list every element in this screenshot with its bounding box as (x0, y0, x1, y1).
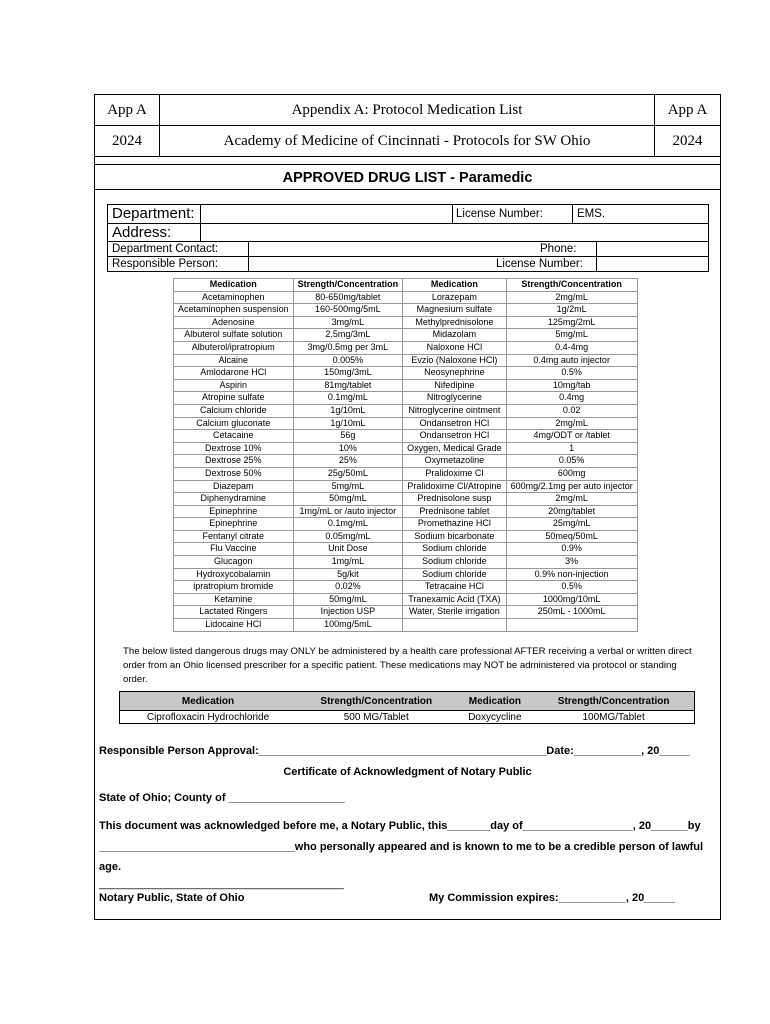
table-cell: Pralidoxime Cl/Atropine (403, 480, 507, 493)
table-cell: Acetaminophen (174, 291, 294, 304)
table-cell: 0.05% (506, 455, 637, 468)
table-cell: Albuterol sulfate solution (174, 329, 294, 342)
table-cell: Diazepam (174, 480, 294, 493)
table-cell: 0.005% (293, 354, 403, 367)
table-cell: Doxycycline (457, 711, 534, 724)
col-header: Medication (457, 692, 534, 711)
table-cell: Epinephrine (174, 505, 294, 518)
table-cell: 0.4mg auto injector (506, 354, 637, 367)
table-cell: 3mg/0.5mg per 3mL (293, 341, 403, 354)
table-cell: 0.9% non-injection (506, 568, 637, 581)
table-cell: Unit Dose (293, 543, 403, 556)
table-row (174, 417, 638, 430)
table-cell: 20mg/tablet (506, 505, 637, 518)
table-cell: Dextrose 25% (174, 455, 294, 468)
table-cell: Nifedipine (403, 379, 507, 392)
table-cell: Prednisolone susp (403, 493, 507, 506)
form-row-address (108, 224, 708, 242)
table-cell: Tetracaine HCl (403, 581, 507, 594)
address-label: Address: (112, 224, 172, 241)
table-cell: Epinephrine (174, 518, 294, 531)
table-cell: 25mg/mL (506, 518, 637, 531)
table-cell (506, 619, 637, 632)
col-header: Medication (403, 279, 507, 292)
table-row (120, 711, 695, 724)
notary-label: Notary Public, State of Ohio (99, 892, 245, 904)
approved-drug-table (173, 278, 638, 632)
table-cell: 81mg/tablet (293, 379, 403, 392)
table-cell: 0.02 (506, 404, 637, 417)
table-cell: 50mg/mL (293, 593, 403, 606)
table-cell: 50mg/mL (293, 493, 403, 506)
table-cell: Magnesium sulfate (403, 304, 507, 317)
table-cell: Methylprednisolone (403, 316, 507, 329)
table-cell: Adenosine (174, 316, 294, 329)
table-cell: Flu Vaccine (174, 543, 294, 556)
table-cell: 100mg/5mL (293, 619, 403, 632)
certificate-title: Certificate of Acknowledgment of Notary Public (283, 766, 532, 778)
table-cell: 5mg/mL (293, 480, 403, 493)
dangerous-drugs-note: The below listed dangerous drugs may ONLY be administered by a health care professional AFTER receiving a verbal or written direct order from an Ohio licensed prescriber for a specific patient. These medications may NOT be administered via protocol or standing order. (123, 646, 692, 685)
document-page (94, 94, 721, 920)
table-cell: 0.1mg/mL (293, 518, 403, 531)
table-row (174, 367, 638, 380)
table-cell: Lorazepam (403, 291, 507, 304)
table-cell: 2mg/mL (506, 291, 637, 304)
form-row-department (108, 205, 708, 224)
table-cell: Atropine sulfate (174, 392, 294, 405)
col-header: Strength/Concentration (533, 692, 694, 711)
table-cell: 3% (506, 556, 637, 569)
signature-line: ________________________________________ (99, 878, 344, 890)
table-cell: 150mg/3mL (293, 367, 403, 380)
table-cell: 1g/10mL (293, 404, 403, 417)
acknowledgment-line-2: ________________________________who personally appeared and is known to me to be a credible person of lawful (99, 841, 704, 853)
table-cell: Amlodarone HCl (174, 367, 294, 380)
table-cell: 4mg/ODT or /tablet (506, 430, 637, 443)
table-row (174, 404, 638, 417)
table-row (174, 530, 638, 543)
table-cell: 100MG/Tablet (533, 711, 694, 724)
table-cell: ipratropium bromide (174, 581, 294, 594)
table-cell: Oxymetazoline (403, 455, 507, 468)
table-cell: 1 (506, 442, 637, 455)
contact-label: Department Contact: (112, 243, 219, 255)
table-cell: Lidocaine HCl (174, 619, 294, 632)
phone-label: Phone: (540, 243, 577, 255)
license-field[interactable]: EMS. (572, 205, 713, 223)
header-subtitle: Academy of Medicine of Cincinnati - Protocols for SW Ohio (160, 126, 655, 156)
table-cell: Nitroglycerine (403, 392, 507, 405)
table-row (174, 505, 638, 518)
table-cell: 600mg/2.1mg per auto injector (506, 480, 637, 493)
department-label: Department: (112, 205, 195, 222)
table-cell: 3mg/mL (293, 316, 403, 329)
table-cell: 56g (293, 430, 403, 443)
table-row (174, 619, 638, 632)
table-cell: Tranexamic Acid (TXA) (403, 593, 507, 606)
table-cell: Fentanyl citrate (174, 530, 294, 543)
table-cell: Calcium gluconate (174, 417, 294, 430)
contact-field[interactable] (248, 242, 539, 256)
table-cell: Sodium chloride (403, 543, 507, 556)
table-cell: Nitroglycerine ointment (403, 404, 507, 417)
header-year-right: 2024 (672, 133, 703, 149)
table-cell: Naloxone HCl (403, 341, 507, 354)
table-cell: 25g/50mL (293, 467, 403, 480)
table-cell: 25% (293, 455, 403, 468)
table-row (174, 493, 638, 506)
header-year-left: 2024 (95, 126, 160, 156)
col-header: Medication (120, 692, 297, 711)
table-cell: Injection USP (293, 606, 403, 619)
table-cell: Hydroxycobalamin (174, 568, 294, 581)
table-cell: 0.05mg/mL (293, 530, 403, 543)
table-row (174, 556, 638, 569)
form-row-responsible (108, 257, 708, 271)
drug-table-header (174, 279, 638, 292)
table-cell: 0.4mg (506, 392, 637, 405)
table-cell: 1000mg/10mL (506, 593, 637, 606)
table-cell: 125mg/2mL (506, 316, 637, 329)
table-cell: Calcium chloride (174, 404, 294, 417)
table-cell: 0.5% (506, 367, 637, 380)
table-cell: Diphenydramine (174, 493, 294, 506)
col-header: Medication (174, 279, 294, 292)
table-cell: 0.9% (506, 543, 637, 556)
table-cell: Dextrose 10% (174, 442, 294, 455)
department-field[interactable] (200, 205, 453, 223)
table-cell: 1mg/mL or /auto injector (293, 505, 403, 518)
table-row (174, 354, 638, 367)
table-cell: 600mg (506, 467, 637, 480)
table-row (174, 593, 638, 606)
approval-line: Responsible Person Approval:_______________________________________________Date:___________, 20_____ (99, 745, 691, 757)
table-cell: Sodium chloride (403, 568, 507, 581)
header-title: Appendix A: Protocol Medication List (160, 95, 655, 125)
table-cell: Evzio (Naloxone HCl) (403, 354, 507, 367)
table-cell: 0.02% (293, 581, 403, 594)
table-cell: 500 MG/Tablet (296, 711, 457, 724)
dangerous-drug-table (119, 691, 695, 724)
table-row (174, 379, 638, 392)
table-cell (403, 619, 507, 632)
table-row (174, 568, 638, 581)
table-cell: Aspirin (174, 379, 294, 392)
table-row (174, 543, 638, 556)
table-cell: Pralidoxime Cl (403, 467, 507, 480)
table-cell: 0.1mg/mL (293, 392, 403, 405)
table-row (174, 329, 638, 342)
table-cell: Oxygen, Medical Grade (403, 442, 507, 455)
table-cell: Promethazine HCl (403, 518, 507, 531)
table-cell: 80-650mg/tablet (293, 291, 403, 304)
header-row-1 (95, 95, 720, 126)
table-row (174, 518, 638, 531)
table-row (174, 581, 638, 594)
table-cell: Midazolam (403, 329, 507, 342)
phone-field[interactable] (596, 242, 709, 256)
acknowledgment-line-3: age. (99, 861, 122, 873)
table-cell: Acetaminophen suspension (174, 304, 294, 317)
table-cell: 2mg/mL (506, 493, 637, 506)
header-left: App A (95, 95, 160, 125)
table-cell: 1g/10mL (293, 417, 403, 430)
table-row (174, 291, 638, 304)
table-row (174, 467, 638, 480)
table-row (174, 480, 638, 493)
form-row-contact (108, 242, 708, 257)
table-cell: 50meq/50mL (506, 530, 637, 543)
department-form (107, 204, 709, 272)
table-cell: Water, Sterile irrigation (403, 606, 507, 619)
header-row-2 (95, 126, 720, 157)
address-field[interactable] (200, 224, 709, 241)
table-cell: 2.5mg/3mL (293, 329, 403, 342)
table-row (174, 392, 638, 405)
responsible-label: Responsible Person: (112, 258, 219, 270)
table-cell: Dextrose 50% (174, 467, 294, 480)
page-title: APPROVED DRUG LIST - Paramedic (282, 170, 533, 186)
table-row (174, 455, 638, 468)
table-cell: Neosynephrine (403, 367, 507, 380)
table-row (174, 316, 638, 329)
table-cell: 1mg/mL (293, 556, 403, 569)
table-cell: Ketamine (174, 593, 294, 606)
responsible-field[interactable] (248, 257, 487, 271)
divider (95, 189, 720, 190)
table-cell: 5g/kit (293, 568, 403, 581)
divider (95, 164, 720, 165)
table-row (174, 304, 638, 317)
table-cell: 160-500mg/5mL (293, 304, 403, 317)
table-cell: Sodium bicarbonate (403, 530, 507, 543)
table-cell: 10% (293, 442, 403, 455)
table-cell: Ondansetron HCl (403, 417, 507, 430)
table-cell: 0.4-4mg (506, 341, 637, 354)
table-cell: Ondansetron HCl (403, 430, 507, 443)
table-cell: 250mL - 1000mL (506, 606, 637, 619)
table-cell: Prednisone tablet (403, 505, 507, 518)
table-cell: Lactated Ringers (174, 606, 294, 619)
table-cell: Ciprofloxacin Hydrochloride (120, 711, 297, 724)
table-cell: Albuterol/ipratropium (174, 341, 294, 354)
table-cell: 1g/2mL (506, 304, 637, 317)
table-cell: 5mg/mL (506, 329, 637, 342)
table-row (174, 606, 638, 619)
table-row (174, 341, 638, 354)
table-cell: 0.5% (506, 581, 637, 594)
dangerous-table-header (120, 692, 695, 711)
table-cell: Alcaine (174, 354, 294, 367)
table-cell: 10mg/tab (506, 379, 637, 392)
commission-expires: My Commission expires:___________, 20_____ (429, 892, 675, 904)
table-cell: Glucagon (174, 556, 294, 569)
table-row (174, 442, 638, 455)
state-county-line: State of Ohio; County of ___________________ (99, 792, 345, 804)
col-header: Strength/Concentration (296, 692, 457, 711)
table-cell: Sodium chloride (403, 556, 507, 569)
license2-label: License Number: (496, 258, 583, 270)
col-header: Strength/Concentration (506, 279, 637, 292)
table-cell: Cetacaine (174, 430, 294, 443)
table-row (174, 430, 638, 443)
license-label: License Number: (452, 205, 574, 223)
acknowledgment-line-1: This document was acknowledged before me, a Notary Public, this_______day of__________________, 20______by (99, 820, 701, 832)
col-header: Strength/Concentration (293, 279, 403, 292)
table-cell: 2mg/mL (506, 417, 637, 430)
license2-field[interactable] (596, 257, 709, 271)
header-right: App A (667, 102, 708, 118)
